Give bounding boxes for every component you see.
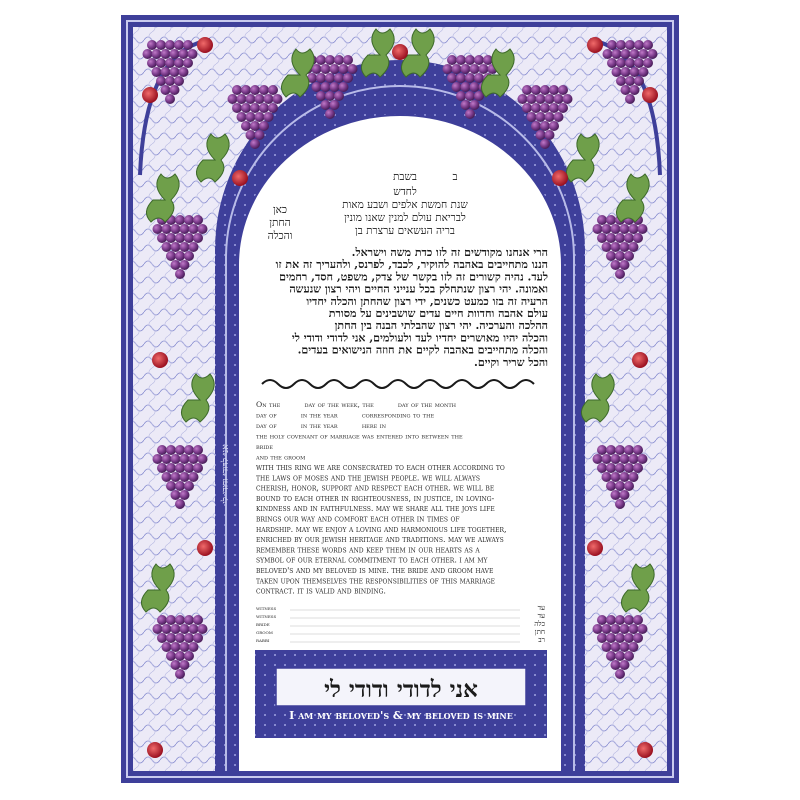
pomegranate-icon	[147, 742, 163, 758]
english-body-line: enriched by our jewish heritage and traditions. may we always	[256, 535, 504, 545]
pomegranate-icon	[152, 352, 168, 368]
english-body-text	[256, 463, 507, 596]
pomegranate-icon	[142, 87, 158, 103]
hebrew-header-line: שנת חמשת אלפים ושבע מאות	[342, 199, 468, 211]
english-body-line: hardship. may we enjoy a loving and harmonious life together,	[256, 524, 507, 534]
signature-hebrew-label: חתן	[534, 628, 545, 636]
english-fill-line: day of in the year here in	[256, 421, 387, 430]
signature-label: groom	[256, 629, 273, 636]
english-body-line: the laws of moses and the jewish people. we will always	[256, 473, 480, 483]
hebrew-side-name: כאן	[272, 204, 288, 216]
hebrew-header-line: לבריאת עולם למנין שאנו מונין	[344, 212, 466, 224]
english-body-line: with this ring we are consecrated to each other according to	[256, 463, 505, 472]
hebrew-body-line: הרעיה זה בזו כמעט כשנים, ידי רצון שהחתן והכלה יחדיו	[306, 294, 548, 308]
signature-label: rabbi	[256, 637, 270, 644]
hebrew-body-text	[276, 246, 549, 369]
hebrew-header-line: לחדש	[393, 186, 417, 198]
hebrew-side-name: החתן	[269, 217, 291, 229]
banner-hebrew: אני לדודי ודודי לי	[324, 676, 478, 703]
banner-english: I am my beloved's & my beloved is mine	[289, 709, 513, 722]
pomegranate-icon	[392, 44, 408, 60]
hebrew-side-name: והכלה	[267, 230, 293, 242]
english-body-line: brings our way and comfort each other in times of	[256, 514, 460, 524]
hebrew-body-line: ואמונה. יהי רצון שנתחלק בכל ענייני החיים ויהי רצון שנעשה	[289, 282, 548, 296]
signature-label: witness	[256, 613, 277, 620]
hebrew-body-line: הרי אנחנו מקודשים זה לזו כדת משה וישראל.	[351, 246, 548, 259]
hebrew-body-line: והכלה מתחייבים באהבה לקיים את חוזה הנישואים בעדים.	[297, 343, 548, 357]
pomegranate-icon	[587, 540, 603, 556]
english-body-line: contract. it is valid and binding.	[256, 586, 386, 596]
hebrew-body-line: והכל שריר וקיים.	[474, 355, 548, 369]
pomegranate-icon	[232, 170, 248, 186]
signature-label: bride	[256, 621, 270, 628]
signature-hebrew-label: רב	[538, 636, 545, 644]
pomegranate-icon	[197, 37, 213, 53]
english-fill-line: and the groom	[256, 452, 306, 462]
arch-inscription: אני לדודי ודודי לי	[221, 444, 231, 504]
hebrew-header-line: בשבת	[393, 171, 417, 183]
english-fill-line: the holy covenant of marriage was entered into between the	[256, 431, 463, 441]
pomegranate-icon	[587, 37, 603, 53]
signature-hebrew-label: עד	[537, 604, 545, 612]
english-body-line: symbol of our eternal commitment to each other. i am my	[256, 555, 488, 565]
signature-hebrew-label: עד	[537, 612, 545, 620]
signature-label: witness	[256, 605, 277, 612]
hebrew-body-line: הננו מתחייבים באהבה להוקיר, לכבד, לפרנס, ולהעריך זה את זו	[275, 258, 548, 272]
english-body-line: kindness and in faithfulness. may we share all the joys life	[256, 504, 495, 514]
english-body-line: beloved's and my beloved is mine. the bride and groom have	[256, 566, 494, 575]
hebrew-body-line: עולם אהבה וחדוות חיים עדים שושבינים על מסורת	[328, 307, 548, 320]
hebrew-header-value: ב	[452, 171, 458, 183]
english-body-line: bound to each other in righteousness, in justice, in loving-	[256, 493, 495, 503]
english-body-line: remember these words and keep them in our hearts as a	[256, 545, 480, 555]
pomegranate-icon	[552, 170, 568, 186]
english-fill-line: On the day of the week, the day of the month	[256, 400, 457, 409]
pomegranate-icon	[632, 352, 648, 368]
english-body-line: cherish, honor, support and respect each other. we will be	[256, 483, 495, 493]
pomegranate-icon	[637, 742, 653, 758]
english-fill-line: day of in the year corresponding to the	[256, 410, 435, 420]
english-fill-line: bride	[256, 442, 274, 451]
english-body-line: taken upon themselves the responsibilities of this marriage	[256, 576, 496, 586]
pomegranate-icon	[197, 540, 213, 556]
hebrew-body-line: לעד. נהיה קשורים זה לזו בקשר של צדק, משפט, חסד, רחמים	[279, 270, 548, 284]
hebrew-body-line: ההלכה והערכיה. יהי רצון שהבלתי הבנה בין החתן	[334, 319, 548, 333]
svg-text:אני לדודי ודודי לי	[220, 444, 231, 504]
signature-hebrew-label: כלה	[534, 620, 545, 628]
hebrew-body-line: והכלה יהיו מאושרים יחדיו לעד ולעולמים, אני לדודי ודודי לי	[291, 331, 548, 345]
hebrew-header-line: בריה העשאים ערצרת בן	[355, 225, 455, 237]
pomegranate-icon	[642, 87, 658, 103]
